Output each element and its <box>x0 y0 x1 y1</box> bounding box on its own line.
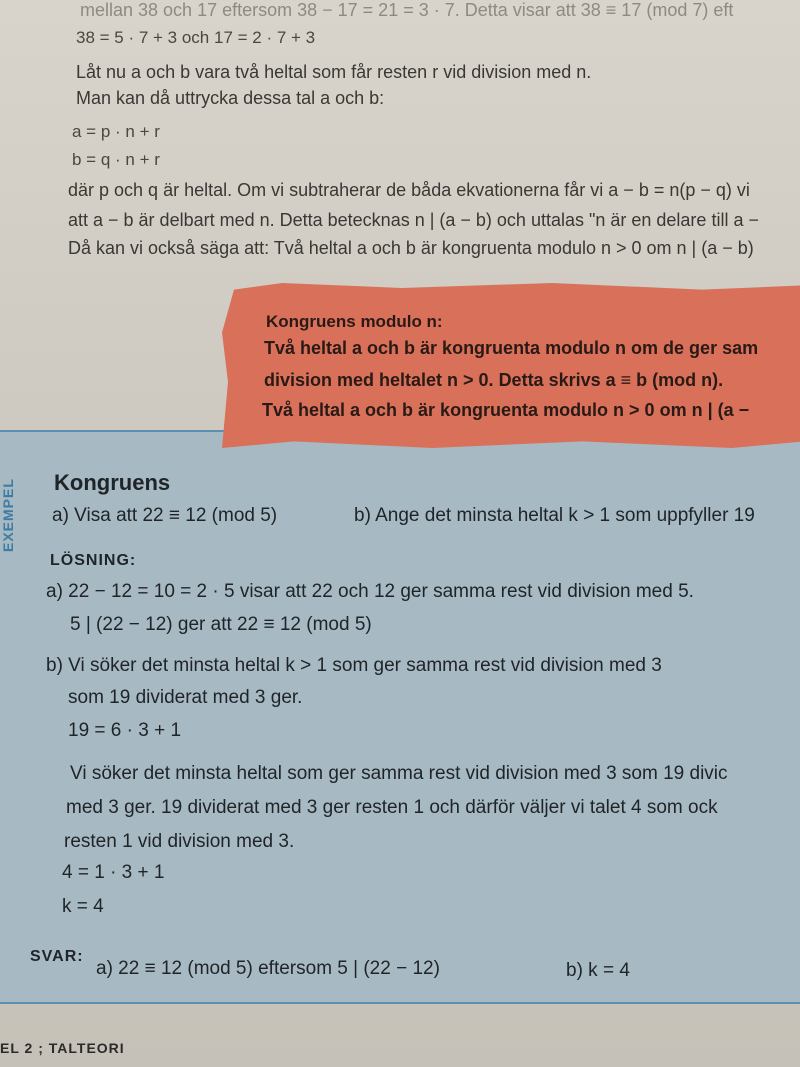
solution-b-line-5: med 3 ger. 19 dividerat med 3 ger resten 1 och därför väljer vi talet 4 som ock <box>66 797 718 818</box>
equation-b: b = q · n + r <box>72 150 160 169</box>
solution-b-line-7: 4 = 1 · 3 + 1 <box>62 862 165 883</box>
text-line-6: att a − b är delbart med n. Detta betecknas n | (a − b) och uttalas "n är en delare till a − <box>68 210 759 230</box>
task-b: b) Ange det minsta heltal k > 1 som uppfyller 19 <box>354 505 755 526</box>
text-line-1: mellan 38 och 17 eftersom 38 − 17 = 21 = 3 · 7. Detta visar att 38 ≡ 17 (mod 7) eft <box>80 0 734 20</box>
solution-b-line-6: resten 1 vid division med 3. <box>64 831 295 852</box>
text-line-5: där p och q är heltal. Om vi subtraherar de båda ekvationerna får vi a − b = n(p − q) vi <box>68 180 750 200</box>
definition-title: Kongruens modulo n: <box>266 312 443 331</box>
definition-line-3: Två heltal a och b är kongruenta modulo n > 0 om n | (a − <box>262 400 750 420</box>
solution-b-line-1: b) Vi söker det minsta heltal k > 1 som ger samma rest vid division med 3 <box>46 655 662 676</box>
solution-b-line-4: Vi söker det minsta heltal som ger samma rest vid division med 3 som 19 divic <box>70 763 728 784</box>
solution-b-line-8: k = 4 <box>62 896 104 917</box>
text-line-7: Då kan vi också säga att: Två heltal a och b är kongruenta modulo n > 0 om n | (a − b) <box>68 238 754 258</box>
definition-line-1: Två heltal a och b är kongruenta modulo n om de ger sam <box>264 338 759 358</box>
example-tab-label: EXEMPEL <box>0 478 16 552</box>
text-line-2: 38 = 5 · 7 + 3 och 17 = 2 · 7 + 3 <box>76 28 316 47</box>
task-a: a) Visa att 22 ≡ 12 (mod 5) <box>52 505 278 526</box>
solution-a-line-2: 5 | (22 − 12) ger att 22 ≡ 12 (mod 5) <box>70 614 372 635</box>
equation-a: a = p · n + r <box>72 122 160 141</box>
text-line-3: Låt nu a och b vara två heltal som får resten r vid division med n. <box>76 62 592 82</box>
page-footer: EL 2 ; TALTEORI <box>0 1040 125 1056</box>
solution-b-line-3: 19 = 6 · 3 + 1 <box>68 720 182 741</box>
solution-label: LÖSNING: <box>50 552 137 569</box>
solution-b-line-2: som 19 dividerat med 3 ger. <box>68 687 303 708</box>
definition-line-2: division med heltalet n > 0. Detta skrivs a ≡ b (mod n). <box>264 370 724 390</box>
answer-b: b) k = 4 <box>566 960 630 981</box>
answer-a: a) 22 ≡ 12 (mod 5) eftersom 5 | (22 − 12) <box>96 958 440 979</box>
example-title: Kongruens <box>54 470 171 495</box>
solution-a-line-1: a) 22 − 12 = 10 = 2 · 5 visar att 22 och 12 ger samma rest vid division med 5. <box>46 581 694 602</box>
text-line-4: Man kan då uttrycka dessa tal a och b: <box>76 88 385 108</box>
answer-label: SVAR: <box>30 948 84 965</box>
definition-box <box>222 283 800 448</box>
